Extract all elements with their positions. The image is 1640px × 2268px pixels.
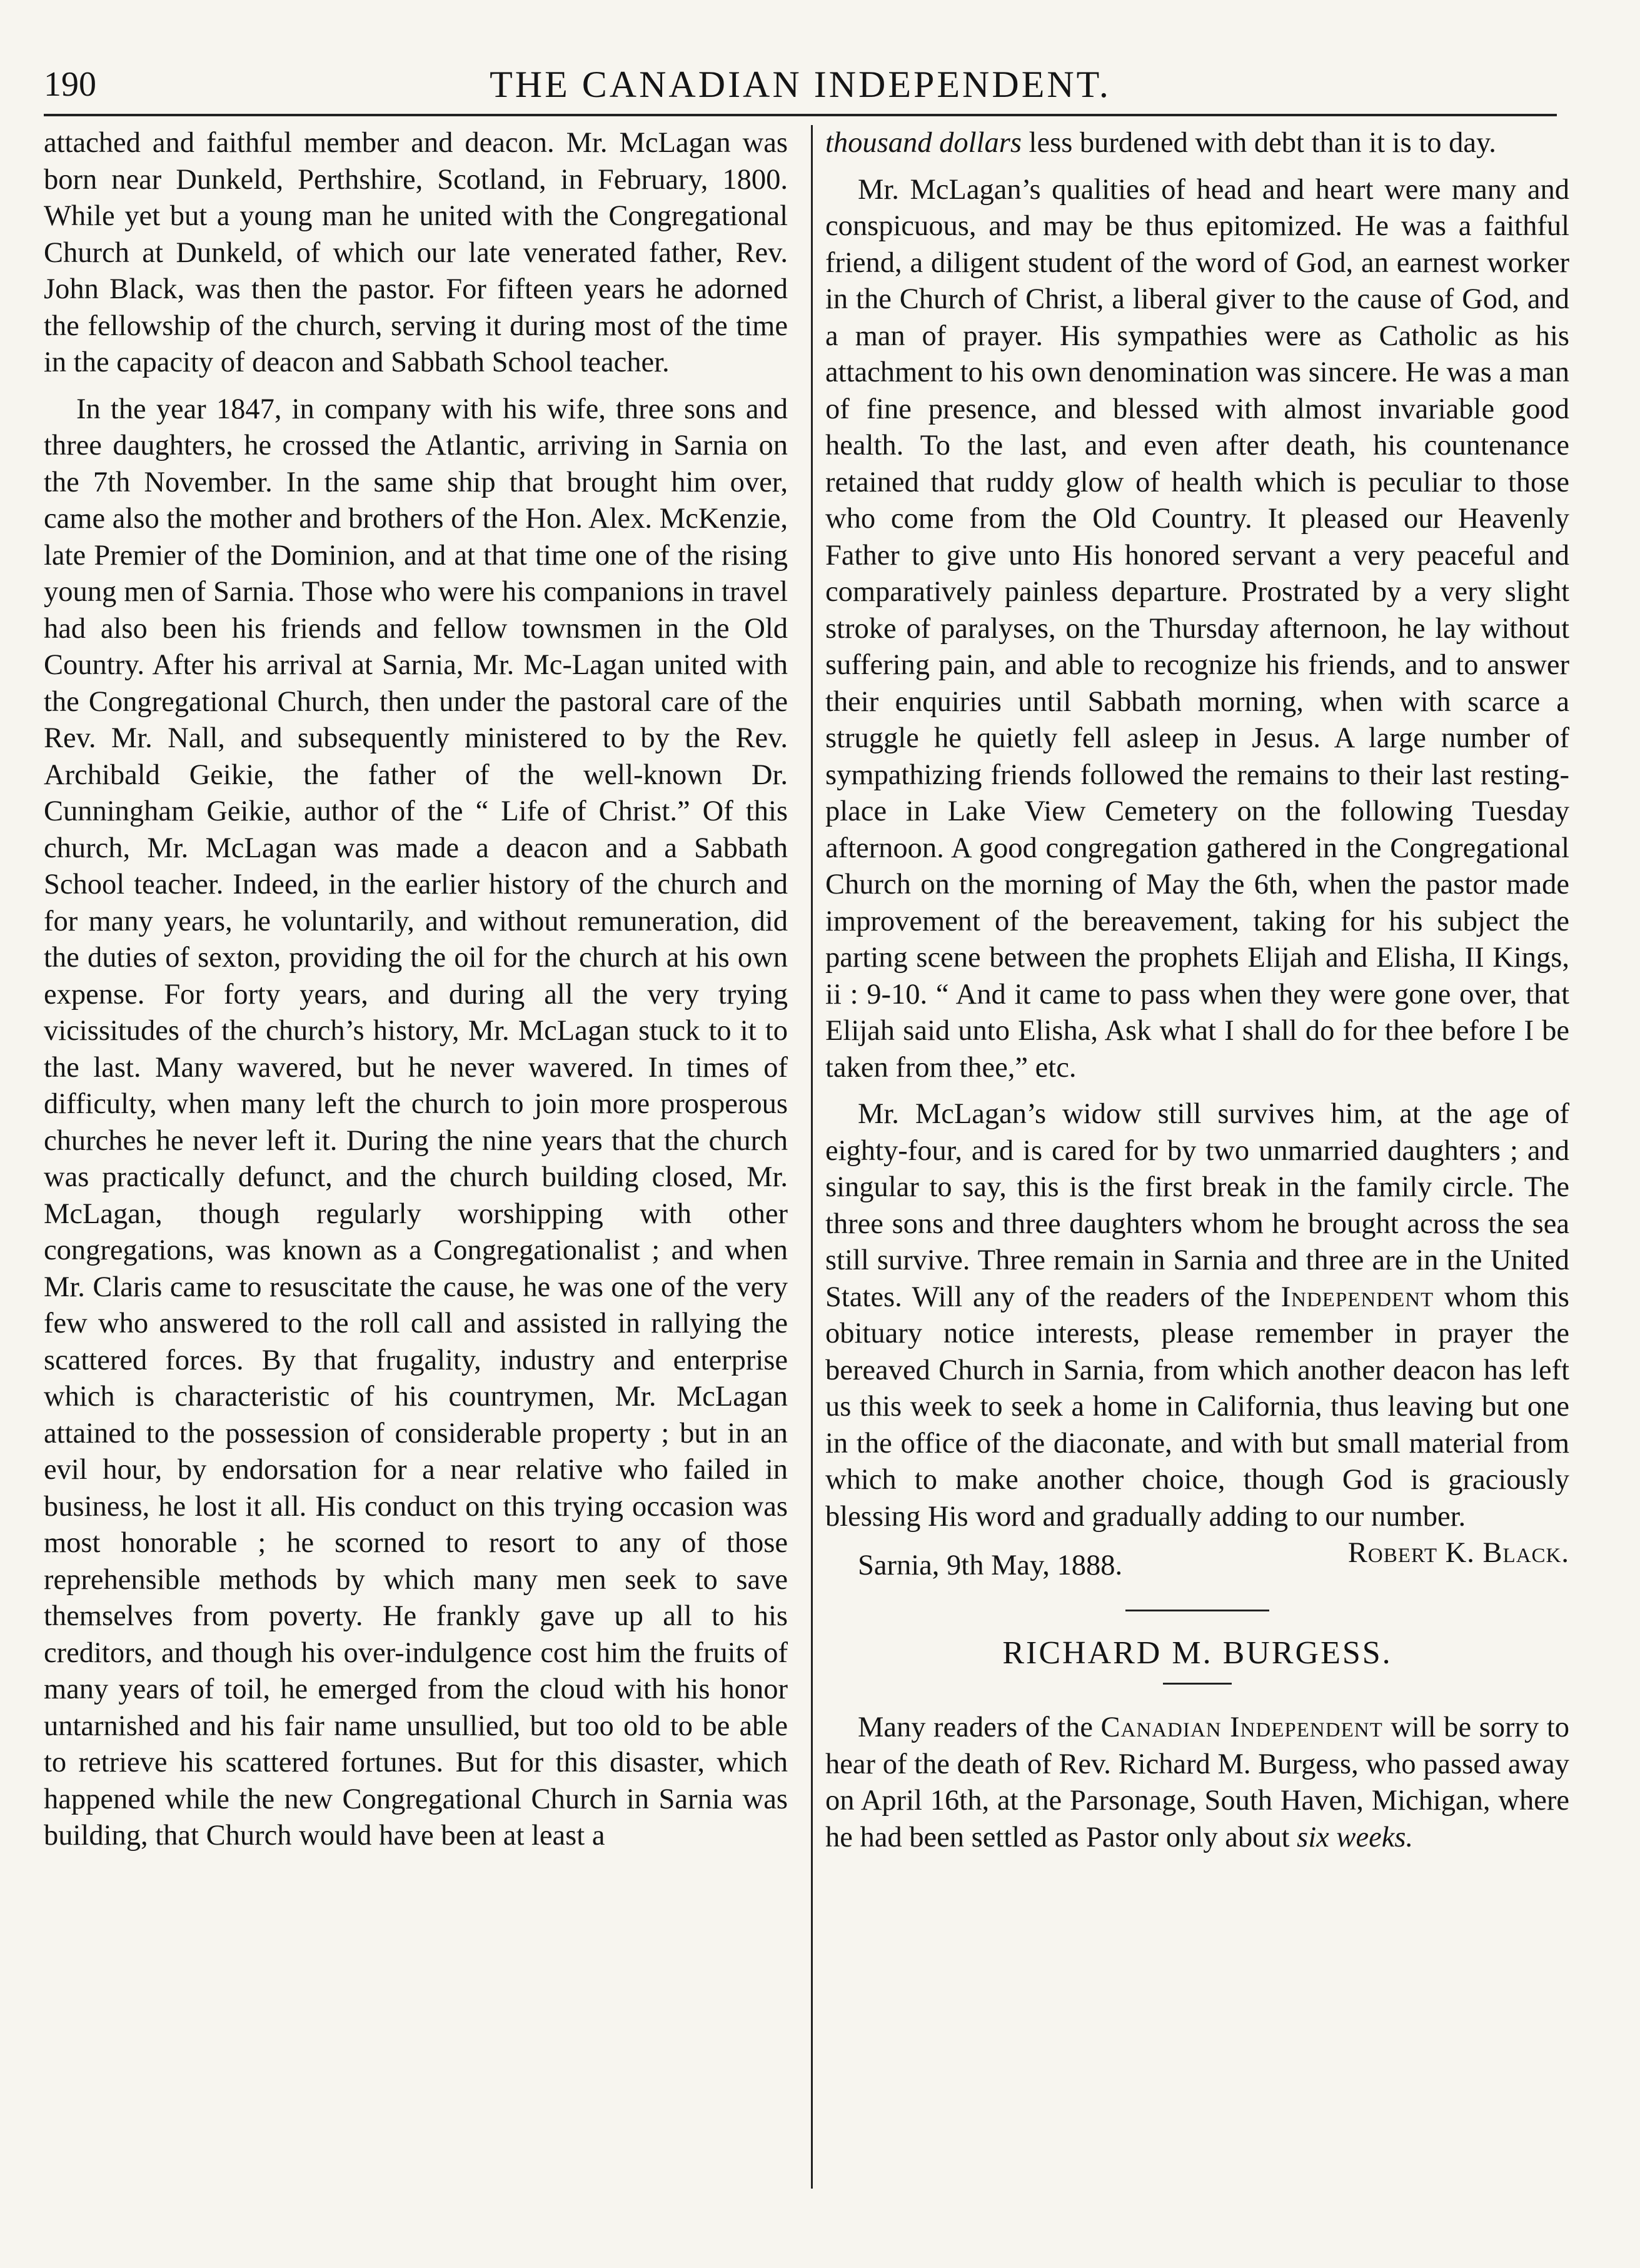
burgess-text-1: Many readers of the [858,1711,1101,1743]
paragraph-continuation: attached and faithful member and deacon. Mr. McLagan was born near Dunkeld, Perthshire, Scotland, in February, 1800. While yet but a young man he united with the Congregational Church at Dunkeld, of which our late venerated father, Rev. John Black, was then the pastor. For fifteen years he adorned the fellowship of the church, serving it during most of the time in the capacity of deacon and Sabbath School teacher. [44,127,788,378]
header-rule [44,114,1557,116]
publication-name: Independent [1280,1281,1434,1313]
title-underline [1163,1683,1232,1685]
paragraph-arrival: In the year 1847, in company with his wife, three sons and three daughters, he crossed the Atlantic, arriving in Sarnia on the 7th November. In the same ship that brought him over, came also the mother and brothers of the Hon. Alex. McKenzie, late Premier of the Dominion, and at that time one of the rising young men of Sarnia. Those who were his companions in travel had also been his friends and fellow townsmen in the Old Country. After his arrival at Sarnia, Mr. Mc-Lagan united with the Congregational Church, then under the pastoral care of the Rev. Mr. Nall, and subsequently ministered to by the Rev. Archibald Geikie, the father of the well-known Dr. Cunningham Geikie, author of the “ Life of Christ.” Of this church, Mr. McLagan was made a deacon and a Sabbath School teacher. Indeed, in the earlier history of the church and for many years, he voluntarily, and without remuneration, did the duties of sexton, providing the oil for the church at his own expense. For forty years, and during all the very trying vicissitudes of the church’s history, Mr. McLagan stuck to it to the last. Many wavered, but he never wavered. In times of difficulty, when many left the church to join more prosperous churches he never left it. During the nine years that the church was practically defunct, and the church building closed, Mr. McLagan, though regularly worshipping with other congregations, was known as a Congregationalist ; and when Mr. Claris came to resuscitate the cause, he was one of the very few who answered to the roll call and assisted in rallying the scattered forces. By that frugality, industry and enterprise which is characteristic of his countrymen, Mr. McLagan attained to the possession of considerable property ; but in an evil hour, by endorsation for a near relative who failed in business, he lost it all. His conduct on this trying occasion was most honorable ; he scorned to resort to any of those reprehensible methods by which many men seek to save themselves from poverty. He frankly gave up all to his creditors, and though his over-indulgence cost him the fruits of many years of toil, he emerged from the cloud with his honor untarnished and his fair name unsullied, but too old to be able to retrieve his scattered fortunes. But for this disaster, which happened while the new Congregational Church in Sarnia was building, that Church would have been at least a [44,393,788,1852]
widow-text-2: whom this obituary notice interests, please remember in prayer the bereaved Church in Sarnia, from which another deacon has left us this week to seek a home in California, thus leaving but one in the office of the diaconate, and with but small material from which to make another choice, though God is graciously blessing His word and gradually adding to our number. [825,1281,1569,1533]
left-column [44,125,788,1865]
publication-name-full: Canadian Independent [1100,1711,1383,1743]
running-title: THE CANADIAN INDEPENDENT. [490,64,1111,105]
paragraph-burgess [825,1710,1569,1856]
dateline: Sarnia, 9th May, 1888. [858,1550,1123,1581]
paragraph-continuation-right [825,125,1569,162]
right-column [825,125,1569,1866]
column-rule [811,125,813,2189]
signature: Robert K. Black. [1347,1537,1569,1569]
section-title: RICHARD M. BURGESS. [1002,1635,1392,1671]
paragraph-qualities: Mr. McLagan’s qualities of head and heart were many and conspicuous, and may be thus epitomized. He was a faithful friend, a diligent student of the word of God, an earnest worker in the Church of Christ, a liberal giver to the cause of God, and a man of prayer. His sympathies were as Catholic as his attachment to his own denomination was sincere. He was a man of fine presence, and blessed with almost invariable good health. To the last, and even after death, his countenance retained that ruddy glow of health which is peculiar to those who come from the Old Country. It pleased our Heavenly Father to give unto His honored servant a very peaceful and comparatively painless departure. Prostrated by a very slight stroke of paralyses, on the Thursday afternoon, he lay without suffering pain, and able to recognize his friends, and to answer their enquiries until Sabbath morning, when with scarce a struggle he quietly fell asleep in Jesus. A large number of sympathizing friends followed the remains to their last resting-place in Lake View Cemetery on the following Tuesday afternoon. A good congregation gathered in the Congregational Church on the morning of May the 6th, when the pastor made improvement of the bereavement, taking for his subject the parting scene between the prophets Elijah and Elisha, II Kings, ii : 9-10. “ And it came to pass when they were gone over, that Elijah said unto Elisha, Ask what I shall do for thee before I be taken from thee,” etc. [825,173,1569,1084]
italic-duration: six weeks. [1297,1821,1414,1853]
page-header [44,59,1557,109]
widow-text-1: Mr. McLagan’s widow still survives him, at the age of eighty-four, and is cared for by two unmarried daughters ; and singular to say, this is the first break in the family circle. The three sons and three daughters whom he brought across the sea still survive. Three remain in Sarnia and three are in the United States. Will any of the readers of the [825,1098,1569,1313]
italic-phrase: thousand dollars [825,127,1022,159]
continuation-text: less burdened with debt than it is to day. [1021,127,1496,159]
page-number: 190 [44,65,96,104]
section-divider [1125,1610,1269,1611]
burgess-text-2: will be sorry to hear of the death of Rev. Richard M. Burgess, who passed away on April 16th, at the Parsonage, South Haven, Michigan, where he had been settled as Pastor only about [825,1711,1569,1853]
